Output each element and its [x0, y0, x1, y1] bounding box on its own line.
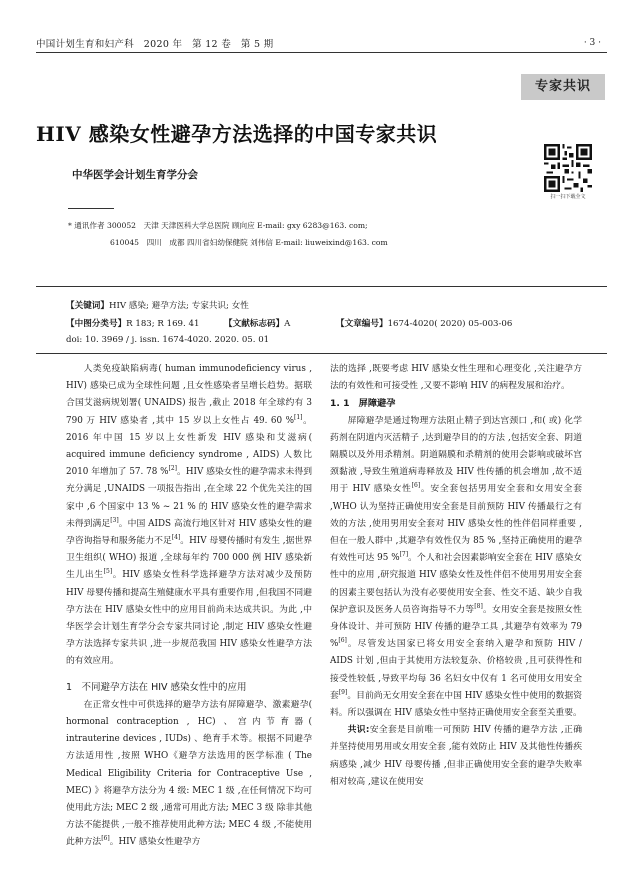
- article-number-label: 【文章编号】: [336, 319, 388, 329]
- section-1-1-heading: 1. 1 屏障避孕: [330, 398, 396, 410]
- citation-3: [3]: [110, 516, 119, 524]
- author-group: 中华医学会计划生育学分会: [72, 169, 198, 181]
- clc-label: 【中图分类号】: [66, 319, 127, 329]
- qr-code-icon: [544, 144, 592, 192]
- qr-caption: 扫一扫下载全文: [550, 194, 586, 200]
- citation-4: [4]: [171, 534, 181, 542]
- intro-text-3: 。HIV 感染女性的避孕需求未得到充分满足 ,UNAIDS 一项报告指出 ,在全球 22 个优先关注的国家中 ,6 个国家中 13 % ~ 21 % 的 HIV 感染女性的避孕需求未得到满足: [66, 467, 312, 529]
- consensus-text: 安全套是目前唯一可预防 HIV 传播的避孕方法 ,正确并坚持使用男用或女用安全套 ,能有效防止 HIV 及其他性传播疾病感染 ,减少 HIV 母婴传播 ,但非正确使用安全套的避孕失败率相对较高 ,建议在使用安: [330, 725, 582, 787]
- footnote-rule: [68, 208, 114, 209]
- citation-6b: [6]: [338, 637, 347, 645]
- barrier-text-3: 。个人和社会因素影响安全套在 HIV 感染女性中的应用 ,研究报道 HIV 感染女性及性伴侣不使用男用安全套的因素主要包括认为没有必要使用安全套、性交不适、缺少自我保护意识及医务人员咨询指导不力等: [330, 553, 582, 615]
- article-title: HIV 感染女性避孕方法选择的中国专家共识: [36, 122, 438, 146]
- consensus-label: 共识:: [347, 725, 370, 736]
- doccode-label: 【文献标志码】: [224, 319, 285, 329]
- continued-paragraph: 法的选择 ,既要考虑 HIV 感染女性生理和心理变化 ,关注避孕方法的有效性和可接受性 ,又要不影响 HIV 的病程发展和治疗。: [330, 364, 582, 392]
- right-column: [330, 361, 582, 791]
- barrier-text-1: 屏障避孕是通过物理方法阻止精子到达宫颈口 ,和( 或) 化学药剂在阴道内灭活精子 ,达到避孕目的的方法 ,包括安全套、阴道隔膜以及外用杀精剂。阴道隔膜和杀精剂的使用会影响或破坏宫颈黏液 ,导致生殖道病毒释放及 HIV 性传播的机会增加 ,故不适用于 HIV 感染女性: [330, 415, 582, 495]
- consensus-paragraph: [330, 722, 582, 791]
- intro-text-1: 人类免疫缺陷病毒( human immunodeficiency virus , HIV) 感染已成为全球性问题 ,且女性感染者呈增长趋势。据联合国艾滋病规划署( UNAIDS) 报告 ,截止 2018 年全球约有 3 790 万 HIV 感染者 ,其中 15 岁以上女性占 49. 60 %: [66, 364, 312, 426]
- article-number-text: 1674-4020( 2020) 05-003-06: [387, 319, 513, 329]
- intro-paragraph: [66, 361, 312, 671]
- section-badge: 专家共识: [521, 74, 605, 100]
- correspondence-line-1: * 通讯作者 300052 天津 天津医科大学总医院 顾向应 E-mail: gxy 6283@163. com;: [68, 221, 368, 230]
- barrier-text-5: 。尽管发达国家已将女用安全套纳入避孕和预防 HIV / AIDS 计划 ,但由于其使用方法较复杂、价格较贵 ,且可获得性和接受性较低 ,导致平均每 36 名妇女中仅有 1 名可使用女用安全套: [330, 639, 582, 701]
- article-number-line: [336, 317, 512, 329]
- keywords-line: [66, 299, 249, 311]
- citation-7: [7]: [399, 551, 409, 559]
- intro-text-5: 。HIV 母婴传播时有发生 ,据世界卫生组织( WHO) 报道 ,全球每年约 700 000 例 HIV 感染新生儿出生: [66, 536, 312, 581]
- correspondence-line-2: 610045 四川 成都 四川省妇幼保健院 刘伟信 E-mail: liuweixind@163. com: [110, 238, 388, 247]
- citation-5: [5]: [103, 568, 113, 576]
- section-1-text-1: 在正常女性中可供选择的避孕方法有屏障避孕、激素避孕( hormonal contraception , HC) 、宫内节育器( intrauterine devices , IUDs) 、绝育手术等。根据不同避孕方法适用性 ,按照 WHO《避孕方法选用的医学标准 ( The Medical Eligibility Criteria for Contraceptive Use , MEC) 》将避孕方法分为 4 级: MEC 1 级 ,在任何情况下均可使用此方法; MEC 2 级 ,通常可用此方法; MEC 3 级 除非其他方法不能提供 ,一般不推荐使用此种方法; MEC 4 级 ,不能使用此种方法: [66, 699, 312, 848]
- running-header: 中国计划生育和妇产科 2020 年 第 12 卷 第 5 期: [36, 39, 274, 50]
- intro-text-2: 。2016 年中国 15 岁以上女性新发 HIV 感染和艾滋病( acquired immune deficiency syndrome , AIDS) 人数比 2010 年增加了 57. 78 %: [66, 415, 312, 478]
- citation-2: [2]: [168, 465, 177, 473]
- left-column: [66, 361, 312, 852]
- citation-1: [1]: [293, 413, 303, 421]
- section-1-paragraph: [66, 697, 312, 852]
- barrier-text-6: 。目前尚无女用安全套在中国 HIV 感染女性中使用的数据资料。所以强调在 HIV 感染女性中坚持正确使用安全套至关重要。: [330, 690, 582, 719]
- clc-line: [66, 317, 199, 329]
- citation-8: [8]: [474, 602, 483, 610]
- doccode-line: [224, 317, 290, 329]
- doi-line: doi: 10. 3969 / j. issn. 1674-4020. 2020. 05. 01: [66, 335, 270, 345]
- citation-6-right: [6]: [411, 482, 421, 490]
- barrier-text-2: 。安全套包括男用安全套和女用安全套 ,WHO 认为坚持正确使用安全套是目前预防 HIV 传播最行之有效的方法 ,使用男用安全套对 HIV 感染女性的性伴侣同样重要 ,但在一般人群中 ,其避孕有效性仅为 85 % ,坚持正确使用的避孕有效性可达 95 %: [330, 484, 582, 564]
- page-number: · 3 ·: [583, 38, 601, 48]
- section-1-heading: 1 不同避孕方法在 HIV 感染女性中的应用: [66, 681, 247, 693]
- barrier-paragraph: [330, 413, 582, 723]
- citation-6: [6]: [101, 835, 110, 843]
- intro-text-4: 。中国 AIDS 高流行地区针对 HIV 感染女性的避孕咨询指导和服务能力不足: [66, 518, 312, 547]
- barrier-text-4: 。女用安全套是按照女性身体设计、并可预防 HIV 传播的避孕工具 ,其避孕有效率为 79 %: [330, 604, 582, 650]
- meta-rule-top: [36, 286, 607, 287]
- header-rule: [36, 52, 607, 53]
- keywords-text: HIV 感染; 避孕方法; 专家共识; 女性: [108, 301, 249, 311]
- keywords-label: 【关键词】: [66, 301, 109, 311]
- intro-text-6: 。HIV 感染女性科学选择避孕方法对减少及预防 HIV 母婴传播和提高生殖健康水平具有重要作用 ,但我国不同避孕方法在 HIV 感染女性中的应用目前尚未达成共识。为此 ,中华医学会计划生育学分会专家共同讨论 ,制定 HIV 感染女性避孕方法选择专家共识 ,进一步规范我国 HIV 感染女性避孕方法的有效应用。: [66, 570, 312, 667]
- section-1-text-2: 。HIV 感染女性避孕方: [109, 837, 201, 848]
- citation-9: [9]: [338, 688, 348, 696]
- doccode-text: A: [284, 319, 291, 329]
- meta-rule-bottom: [36, 353, 607, 354]
- clc-text: R 183; R 169. 41: [126, 319, 200, 329]
